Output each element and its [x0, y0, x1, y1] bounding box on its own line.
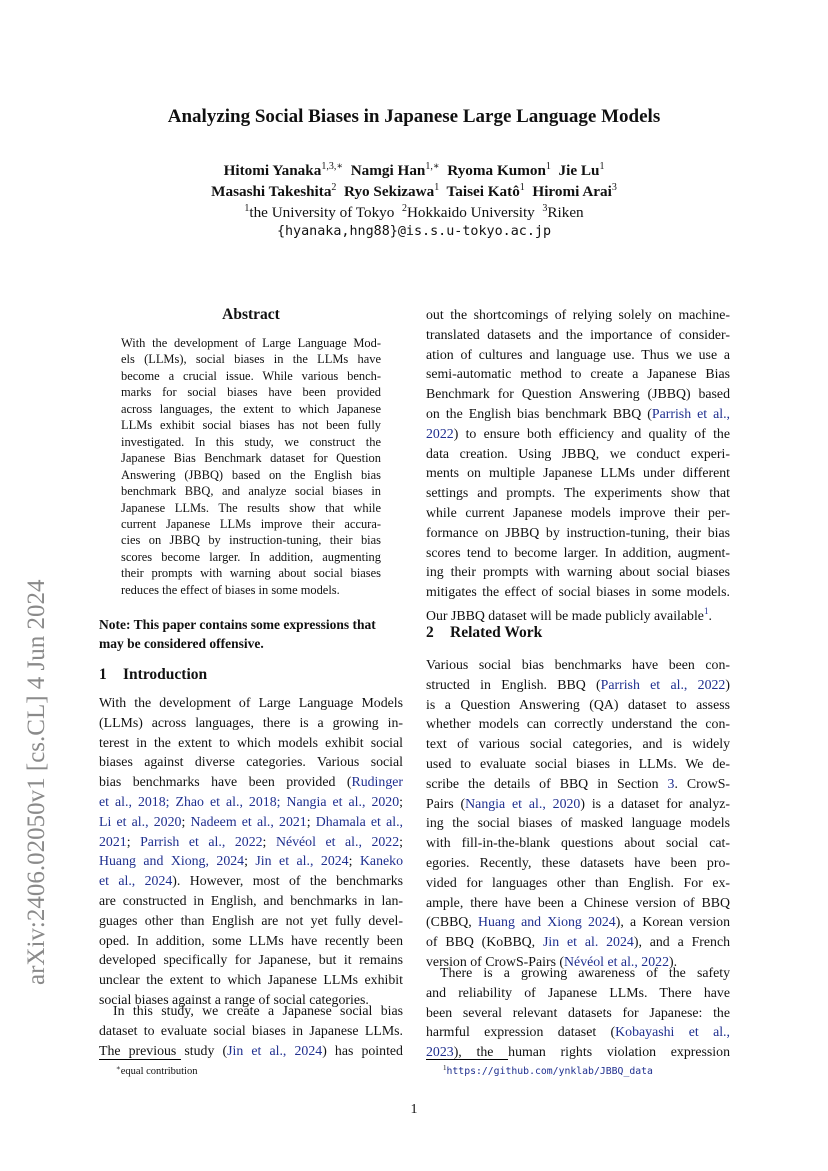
author-affiliation-marker: 1 [545, 161, 551, 172]
text-line: mitigates the effect of social biases in some models. [426, 584, 730, 600]
text-line: settings and prompts. The experiments show that [426, 485, 730, 501]
author-name: Taisei Katô [446, 183, 520, 200]
text-line: biases against diverse categories. Various social [99, 754, 403, 770]
text-line: is a Question Answering (QA) dataset to assess [426, 696, 730, 712]
citation-link[interactable]: Dhamala et al., [315, 813, 403, 829]
author-name: Jie Lu [558, 162, 600, 179]
author-affiliation-marker: 2 [331, 182, 337, 193]
section-1-title: Introduction [123, 666, 208, 683]
text-line: LLMs exhibit social biases has not been fully [121, 418, 381, 433]
text-line: with fill-in-the-blank questions about social cat- [426, 835, 730, 851]
author-name: Hitomi Yanaka [223, 162, 322, 179]
text-line: With the development of Large Language Models [99, 695, 403, 710]
text-line: Various social bias benchmarks have been con- [426, 657, 730, 672]
author-email: {hyanaka,hng88}@is.s.u-tokyo.ac.jp [276, 224, 552, 239]
page-number: 1 [410, 1102, 418, 1117]
author-affiliation-marker: 1 [519, 182, 525, 193]
text-line: are constructed in English, and benchmarks in lan- [99, 892, 403, 908]
abstract-body [121, 335, 381, 598]
text-line: The previous study (Jin et al., 2024) has pointed [99, 1042, 403, 1058]
section-1-heading [99, 666, 207, 684]
text-line: vided for languages other than English. For ex- [426, 874, 730, 890]
text-line: Li et al., 2020; Nadeem et al., 2021; Dhamala et al., [99, 813, 403, 829]
text-line: reduces the effect of biases in some models. [121, 582, 340, 597]
text-line: scribe the details of BBQ in Section 3. CrowS- [426, 775, 731, 791]
text-line: out the shortcomings of relying solely on machine- [426, 307, 730, 322]
section-1-number: 1 [99, 666, 107, 683]
author-name: Ryo Sekizawa [344, 183, 435, 200]
footnote-reference[interactable]: 1 [703, 605, 709, 616]
text-line: Japanese Bias Benchmark dataset for Question [121, 451, 381, 466]
author-name: Hiromi Arai [532, 183, 612, 200]
text-line: scores tend to become larger. In addition, augment- [426, 544, 730, 560]
text-line: become a crucial issue. While various bench- [121, 368, 381, 383]
citation-link[interactable]: Parrish et al., 2022 [600, 676, 726, 692]
citation-link[interactable]: et al., 2018; Zhao et al., 2018; Nangia et al., 2020 [99, 793, 400, 809]
text-line: used to evaluate social biases in LLMs. We de- [426, 755, 730, 771]
text-line: and reliability of Japanese LLMs. There have [426, 984, 730, 1000]
citation-link[interactable]: Kaneko [359, 853, 403, 869]
citation-link[interactable]: Nadeem et al., 2021 [190, 813, 307, 829]
text-line: on the English bias benchmark BBQ (Parrish et al., [426, 405, 730, 421]
citation-link[interactable]: Huang and Xiong, 2024 [99, 853, 245, 869]
text-line: whether models can correctly understand the con- [426, 716, 730, 732]
text-line: ation of cultures and language use. Thus we use a [426, 346, 730, 362]
text-line: formance on JBBQ by instruction-tuning, their bias [426, 524, 730, 540]
text-line: Note: This paper contains some expressions that [99, 617, 376, 632]
text-line: egories. Recently, these datasets have been pro- [426, 854, 730, 870]
offensive-content-note [99, 616, 403, 653]
author-affiliation-marker: 1,∗ [425, 161, 440, 172]
citation-link[interactable]: Parrish et al., [651, 405, 730, 421]
footnote-marker: 1 [443, 1064, 447, 1072]
intro-paragraph-2 [99, 1001, 403, 1060]
text-line: social biases against a range of social categories. [99, 991, 369, 1007]
text-line: With the development of Large Language Mod- [121, 336, 381, 350]
text-line: of BBQ (KoBBQ, Jin et al. 2024), and a French [426, 934, 731, 950]
affiliation-name: Hokkaido University [406, 204, 535, 221]
citation-link[interactable]: 2023 [426, 1044, 454, 1060]
author-name: Ryoma Kumon [447, 162, 546, 179]
affiliation-name: the University of Tokyo [249, 204, 395, 221]
text-line: Our JBBQ dataset will be made publicly available$^1$. [426, 605, 712, 623]
author-affiliation-marker: 1,3,∗ [321, 161, 344, 172]
citation-link[interactable]: Rudinger [351, 774, 403, 790]
citation-link[interactable]: Jin et al. 2024 [543, 934, 634, 950]
dataset-url-link[interactable]: https://github.com/ynklab/JBBQ_data [446, 1066, 653, 1077]
text-line: cies on JBBQ by instruction-tuning, their bias [121, 533, 381, 548]
text-line: developed specifically for Japanese, but it remains [99, 952, 403, 968]
section-2-title: Related Work [450, 624, 543, 641]
text-line: Answering (JBBQ) based on the English bias [121, 467, 381, 482]
section-2-number: 2 [426, 624, 434, 641]
text-line: Japanese LLMs. The results show that while [121, 500, 381, 515]
text-line: bias benchmarks have been provided (Rudinger [99, 774, 403, 790]
author-line-1 [0, 161, 828, 180]
abstract-heading: Abstract [222, 306, 280, 323]
text-line: version of CrowS-Pairs (Névéol et al., 2022). [426, 953, 678, 969]
text-line: Benchmark for Question Answering (JBBQ) based [426, 386, 730, 402]
text-line: marks for social biases have been provided [121, 385, 381, 400]
text-line: benchmark BBQ, and analyze social biases in [121, 484, 381, 499]
footnote-dataset-url [443, 1064, 653, 1077]
text-line: ing their prompts with warning about social biases [426, 564, 730, 580]
author-affiliation-marker: 3 [611, 182, 617, 193]
footnote-rule-left [99, 1059, 181, 1060]
intro-paragraph-1 [99, 693, 403, 1010]
text-line: may be considered offensive. [99, 635, 264, 651]
citation-link[interactable]: et al., 2024 [99, 873, 173, 889]
related-paragraph-2 [426, 963, 730, 1062]
text-line: their prompts with warning about social biases [121, 566, 381, 581]
author-line-2 [0, 182, 828, 201]
text-line: scores become larger. In addition, augmenting [121, 549, 381, 564]
footnote-text: equal contribution [120, 1066, 198, 1077]
citation-link[interactable]: Kobayashi et al., [615, 1024, 730, 1040]
text-line: ing the social biases of masked language models [426, 815, 730, 831]
section-2-heading [426, 624, 542, 642]
text-line: et al., 2018; Zhao et al., 2018; Nangia et al., 2020; [99, 793, 403, 809]
affiliation-name: Riken [547, 204, 584, 221]
text-line: oped. In addition, some LLMs have recently been [99, 932, 403, 948]
affiliations [0, 203, 828, 222]
footnote-equal-contribution [116, 1064, 197, 1077]
citation-link[interactable]: Nangia et al., 2020 [465, 795, 581, 811]
text-line: text of various social categories, and is widely [426, 736, 730, 752]
text-line: Huang and Xiong, 2024; Jin et al., 2024; Kaneko [99, 853, 403, 869]
citation-link[interactable]: Jin et al., 2024 [255, 853, 349, 869]
author-name: Namgi Han [350, 162, 426, 179]
citation-link[interactable]: Jin et al., 2024 [227, 1042, 323, 1058]
citation-link[interactable]: 2022 [426, 425, 454, 441]
text-line: In this study, we create a Japanese social bias [113, 1003, 403, 1018]
text-line: investigated. In this study, we construct the [121, 434, 381, 449]
text-line: els (LLMs), social biases in the LLMs have [121, 352, 381, 367]
citation-link[interactable]: Parrish et al., 2022 [140, 833, 263, 849]
citation-link[interactable]: 2021 [99, 833, 127, 849]
affiliation-marker: 3 [542, 203, 548, 214]
intro-continuation [426, 305, 730, 626]
citation-link[interactable]: Névéol et al., 2022 [564, 953, 669, 969]
text-line: (LLMs) across languages, there is a growing in- [99, 714, 403, 730]
text-line: ample, there have been a Chinese version of BBQ [426, 894, 730, 910]
text-line: (CBBQ, Huang and Xiong 2024), a Korean version [426, 914, 731, 930]
text-line: structed in English. BBQ (Parrish et al., 2022) [426, 676, 730, 692]
related-paragraph-1 [426, 655, 730, 972]
text-line: 2021; Parrish et al., 2022; Névéol et al., 2022; [99, 833, 404, 849]
text-line: dataset to evaluate social biases in Japanese LLMs. [99, 1022, 403, 1038]
text-line: 2022) to ensure both efficiency and quality of the [426, 425, 730, 441]
footnote-rule-right [426, 1059, 508, 1060]
author-affiliation-marker: 1 [599, 161, 605, 172]
citation-link[interactable]: Li et al., 2020 [99, 813, 182, 829]
text-line: current Japanese LLMs improve their accura- [121, 516, 381, 531]
text-line: while current Japanese models improve their per- [426, 504, 730, 520]
text-line: translated datasets and the importance of consider- [426, 326, 730, 342]
text-line: ments on multiple Japanese LLMs under different [426, 465, 730, 481]
author-name: Masashi Takeshita [211, 183, 332, 200]
author-affiliation-marker: 1 [434, 182, 440, 193]
affiliation-marker: 1 [244, 203, 250, 214]
citation-link[interactable]: Huang and Xiong 2024 [477, 914, 616, 930]
arxiv-stamp: arXiv:2406.02050v1 [cs.CL] 4 Jun 2024 [23, 579, 50, 985]
text-line: data creation. Using JBBQ, we conduct experi- [426, 445, 730, 461]
text-line: across languages, the extent to which Japanese [121, 401, 381, 416]
text-line: been several relevant datasets for Japanese: the [426, 1004, 730, 1020]
text-line: Pairs (Nangia et al., 2020) is a dataset for analyz- [426, 795, 731, 811]
text-line: guages other than English are not yet fully devel- [99, 912, 403, 928]
text-line: There is a growing awareness of the safety [440, 965, 730, 980]
text-line: harmful expression dataset (Kobayashi et al., [426, 1024, 730, 1040]
text-line: terest in the extent to which models exhibit social [99, 734, 403, 750]
paper-title: Analyzing Social Biases in Japanese Large Language Models [167, 106, 661, 127]
citation-link[interactable]: Névéol et al., 2022 [275, 833, 400, 849]
text-line: unclear the extent to which Japanese LLMs exhibit [99, 972, 403, 988]
text-line: et al., 2024). However, most of the benchmarks [99, 873, 404, 889]
text-line: semi-automatic method to create a Japanese Bias [426, 366, 730, 382]
footnote-marker: ∗ [116, 1064, 121, 1072]
affiliation-marker: 2 [401, 203, 407, 214]
text-line: 2023), the human rights violation expression [426, 1044, 730, 1060]
